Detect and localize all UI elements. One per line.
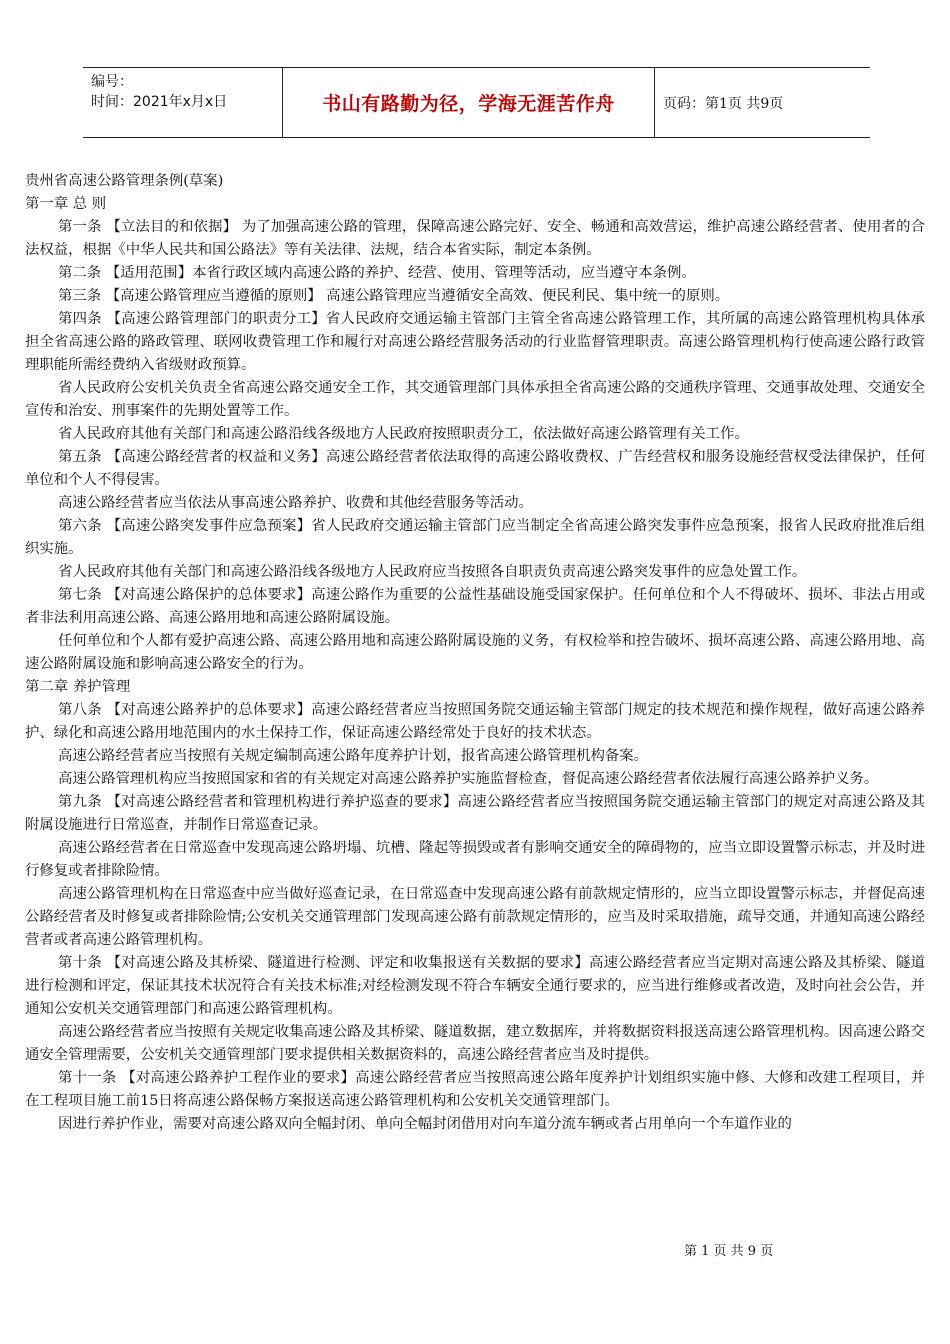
paragraph: 第十一条 【对高速公路养护工程作业的要求】高速公路经营者应当按照高速公路年度养护计划组织实施中修、大修和改建工程项目，并在工程项目施工前15日将高速公路保畅方案报送高速公路管理机构和公安机关交通管理部门。 [25,1070,925,1109]
time-label: 时间：2021年x月x日 [91,94,228,110]
page-header [83,67,870,138]
page-footer: 第 1 页 共 9 页 [684,1244,774,1259]
paragraph: 第八条 【对高速公路养护的总体要求】高速公路经营者应当按照国务院交通运输主管部门规定的技术规范和操作规程，做好高速公路养护、绿化和高速公路用地范围内的水土保持工作，保证高速公路经常处于良好的技术状态。 [25,702,925,741]
paragraph: 第十条 【对高速公路及其桥梁、隧道进行检测、评定和收集报送有关数据的要求】高速公路经营者应当定期对高速公路及其桥梁、隧道进行检测和评定，保证其技术状况符合有关技术标准;对经检测发现不符合车辆安全通行要求的，应当进行维修或者改造，及时向社会公告，并通知公安机关交通管理部门和高速公路管理机构。 [25,955,925,1017]
document-body [25,170,925,1136]
header-page-label: 页码：第1页 共9页 [663,95,784,112]
chapter-heading: 第二章 养护管理 [25,679,131,695]
document-title: 贵州省高速公路管理条例(草案) [25,173,224,189]
paragraph: 因进行养护作业，需要对高速公路双向全幅封闭、单向全幅封闭借用对向车道分流车辆或者占用单向一个车道作业的 [58,1116,792,1132]
paragraph: 第七条 【对高速公路保护的总体要求】高速公路作为重要的公益性基础设施受国家保护。任何单位和个人不得破坏、损坏、非法占用或者非法利用高速公路、高速公路用地和高速公路附属设施。 [25,587,925,626]
paragraph: 高速公路经营者应当按照有关规定编制高速公路年度养护计划，报省高速公路管理机构备案。 [58,748,649,764]
paragraph: 省人民政府其他有关部门和高速公路沿线各级地方人民政府按照职责分工，依法做好高速公路管理有关工作。 [58,426,749,442]
paragraph: 第二条 【适用范围】本省行政区域内高速公路的养护、经营、使用、管理等活动，应当遵守本条例。 [58,265,696,281]
paragraph: 第九条 【对高速公路经营者和管理机构进行养护巡查的要求】高速公路经营者应当按照国务院交通运输主管部门的规定对高速公路及其附属设施进行日常巡查，并制作日常巡查记录。 [25,794,925,833]
paragraph: 任何单位和个人都有爱护高速公路、高速公路用地和高速公路附属设施的义务，有权检举和控告破坏、损坏高速公路、高速公路用地、高速公路附属设施和影响高速公路安全的行为。 [25,633,925,672]
paragraph: 省人民政府公安机关负责全省高速公路交通安全工作，其交通管理部门具体承担全省高速公路的交通秩序管理、交通事故处理、交通安全宣传和治安、刑事案件的先期处置等工作。 [25,380,925,419]
paragraph: 第四条 【高速公路管理部门的职责分工】省人民政府交通运输主管部门主管全省高速公路管理工作，其所属的高速公路管理机构具体承担全省高速公路的路政管理、联网收费管理工作和履行对高速公路经营服务活动的行业监督管理职责。高速公路管理机构行使高速公路行政管理职能所需经费纳入省级财政预算。 [25,311,925,373]
number-label: 编号： [91,74,133,90]
paragraph: 高速公路经营者应当依法从事高速公路养护、收费和其他经营服务等活动。 [58,495,533,511]
paragraph-list [25,193,925,1136]
paragraph: 高速公路管理机构在日常巡查中应当做好巡查记录，在日常巡查中发现高速公路有前款规定情形的，应当立即设置警示标志，并督促高速公路经营者及时修复或者排除险情;公安机关交通管理部门发现高速公路有前款规定情形的，应当及时采取措施，疏导交通，并通知高速公路经营者或者高速公路管理机构。 [25,886,925,948]
paragraph: 第五条 【高速公路经营者的权益和义务】高速公路经营者依法取得的高速公路收费权、广告经营权和服务设施经营权受法律保护，任何单位和个人不得侵害。 [25,449,925,488]
paragraph: 第一条 【立法目的和依据】 为了加强高速公路的管理，保障高速公路完好、安全、畅通和高效营运，维护高速公路经营者、使用者的合法权益，根据《中华人民共和国公路法》等有关法律、法规，结合本省实际，制定本条例。 [25,219,925,258]
motto: 书山有路勤为径，学海无涯苦作舟 [282,68,655,137]
paragraph: 第三条 【高速公路管理应当遵循的原则】 高速公路管理应当遵循安全高效、便民利民、集中统一的原则。 [58,288,730,304]
paragraph: 省人民政府其他有关部门和高速公路沿线各级地方人民政府应当按照各自职责负责高速公路突发事件的应急处置工作。 [58,564,807,580]
paragraph: 高速公路管理机构应当按照国家和省的有关规定对高速公路养护实施监督检查，督促高速公路经营者依法履行高速公路养护义务。 [58,771,879,787]
header-meta [83,68,282,137]
paragraph: 第六条 【高速公路突发事件应急预案】省人民政府交通运输主管部门应当制定全省高速公路突发事件应急预案，报省人民政府批准后组织实施。 [25,518,925,557]
paragraph: 高速公路经营者应当按照有关规定收集高速公路及其桥梁、隧道数据，建立数据库，并将数据资料报送高速公路管理机构。因高速公路交通安全管理需要，公安机关交通管理部门要求提供相关数据资料的，高速公路经营者应当及时提供。 [25,1024,925,1063]
paragraph: 高速公路经营者在日常巡查中发现高速公路坍塌、坑槽、隆起等损毁或者有影响交通安全的障碍物的，应当立即设置警示标志，并及时进行修复或者排除险情。 [25,840,925,879]
chapter-heading: 第一章 总 则 [25,196,107,212]
